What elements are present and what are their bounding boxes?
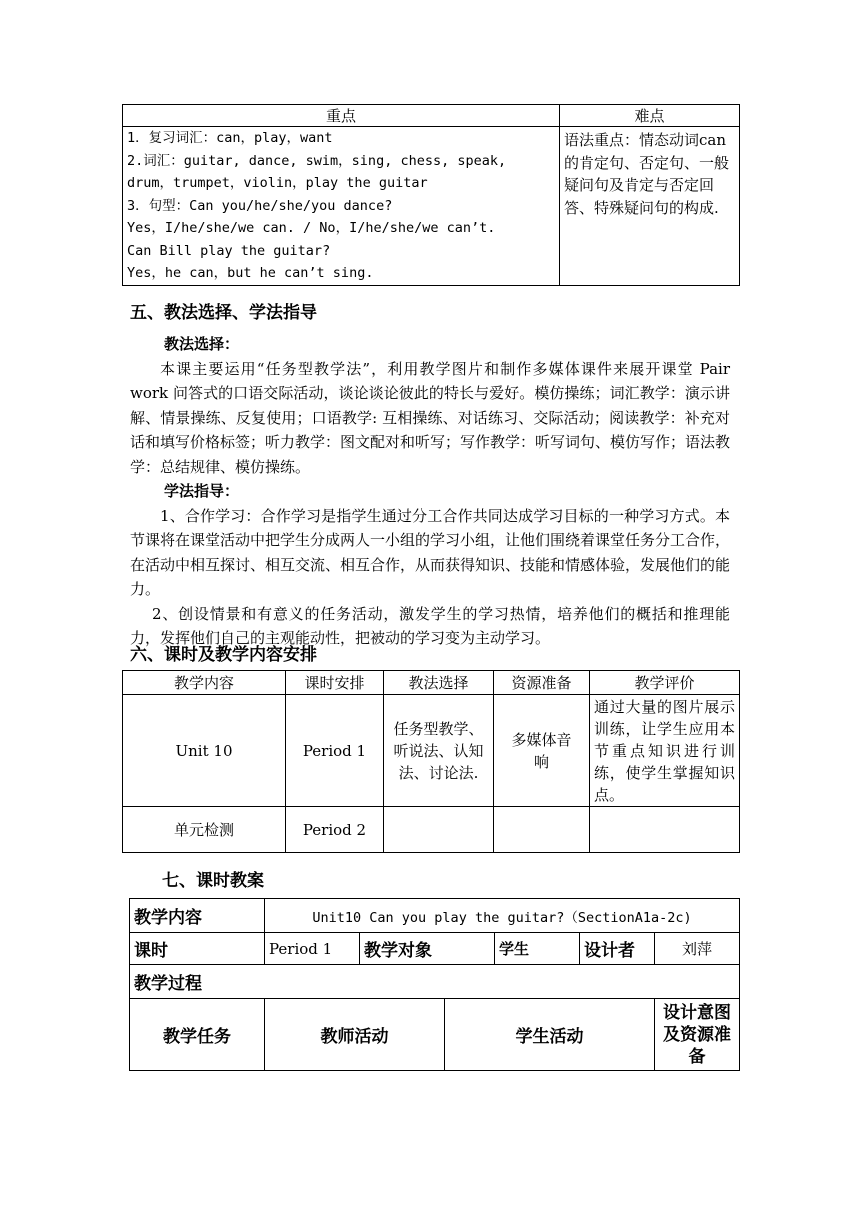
schedule-header: 资源准备	[494, 671, 590, 695]
study-item-2: 2、创设情景和有意义的任务活动，激发学生的学习热情，培养他们的概括和推理能力，发挥他们自己的主观能动性，把被动的学习变为主动学习。	[130, 604, 730, 647]
method-text: 本课主要运用“任务型教学法”，利用教学图片和制作多媒体课件来展开课堂 Pair work 问答式的口语交际活动，谈论谈论彼此的特长与爱好。模仿操练；词汇教学：演示讲解、情景操练、反复使用；口语教学: 互相操练、对话练习、交际活动；阅读教学：补充对话和填写价格标签；听力教学：图文配对和听写；写作教学：听写词句、模仿写作；语法教学：总结规律、模仿操练。	[130, 359, 731, 476]
schedule-cell: Period 1	[286, 695, 384, 807]
target-label: 教学对象	[360, 933, 495, 965]
key-points-cell	[123, 127, 560, 286]
schedule-cell: 通过大量的图片展示训练，让学生应用本节重点知识进行训练，使学生掌握知识点。	[590, 695, 740, 807]
section5-body	[130, 332, 730, 651]
schedule-header: 教学评价	[590, 671, 740, 695]
col-teacher: 教师活动	[265, 999, 445, 1071]
period-label: 课时	[130, 933, 265, 965]
process-label: 教学过程	[130, 965, 740, 999]
schedule-cell	[494, 807, 590, 853]
content-value: Unit10 Can you play the guitar?（SectionA1a-2c)	[265, 899, 740, 933]
key-line: drum，trumpet，violin，play the guitar	[127, 175, 428, 191]
schedule-cell: 单元检测	[123, 807, 286, 853]
section5-title: 五、教法选择、学法指导	[130, 303, 317, 323]
designer-value: 刘萍	[655, 933, 740, 965]
study-item-1: 1、合作学习：合作学习是指学生通过分工合作共同达成学习目标的一种学习方式。本节课将在课堂活动中把学生分成两人一小组的学习小组，让他们围绕着课堂任务分工合作，在活动中相互探讨、相互交流、相互合作，从而获得知识、技能和情感体验，发展他们的能力。	[130, 506, 731, 598]
schedule-header: 课时安排	[286, 671, 384, 695]
key-line: 1．复习词汇：can，play，want	[127, 130, 333, 146]
schedule-header: 教法选择	[384, 671, 494, 695]
col-student: 学生活动	[445, 999, 655, 1071]
key-line: 2.词汇：guitar, dance, swim，sing, chess, speak,	[127, 152, 507, 169]
designer-label: 设计者	[580, 933, 655, 965]
difficult-points-cell: 语法重点：情态动词can 的肯定句、否定句、一般疑问句及肯定与否定回答、特殊疑问句的构成.	[560, 127, 740, 286]
schedule-cell: Period 2	[286, 807, 384, 853]
study-label: 学法指导：	[164, 482, 240, 500]
key-points-table	[122, 104, 740, 286]
schedule-cell	[384, 807, 494, 853]
key-line: Yes，he can，but he can’t sing.	[127, 265, 374, 281]
schedule-cell: 任务型教学、听说法、认知法、讨论法.	[384, 695, 494, 807]
key-line: 3．句型：Can you/he/she/you dance?	[127, 197, 393, 214]
target-value: 学生	[495, 933, 580, 965]
section6-title: 六、课时及教学内容安排	[130, 645, 317, 665]
section7-title: 七、课时教案	[162, 871, 264, 891]
col-task: 教学任务	[130, 999, 265, 1071]
lesson-plan-table	[129, 898, 740, 1071]
col-design: 设计意图及资源准备	[655, 999, 740, 1071]
schedule-cell: Unit 10	[123, 695, 286, 807]
key-header: 重点	[123, 105, 560, 127]
schedule-cell	[590, 807, 740, 853]
period-value: Period 1	[265, 933, 360, 965]
content-label: 教学内容	[130, 899, 265, 933]
key-line: Can Bill play the guitar?	[127, 242, 331, 259]
schedule-cell: 多媒体音响	[494, 695, 590, 807]
schedule-table	[122, 670, 740, 853]
method-label: 教法选择：	[164, 335, 240, 353]
difficult-header: 难点	[560, 105, 740, 127]
schedule-header: 教学内容	[123, 671, 286, 695]
key-line: Yes，I/he/she/we can. / No，I/he/she/we can’t.	[127, 220, 496, 236]
